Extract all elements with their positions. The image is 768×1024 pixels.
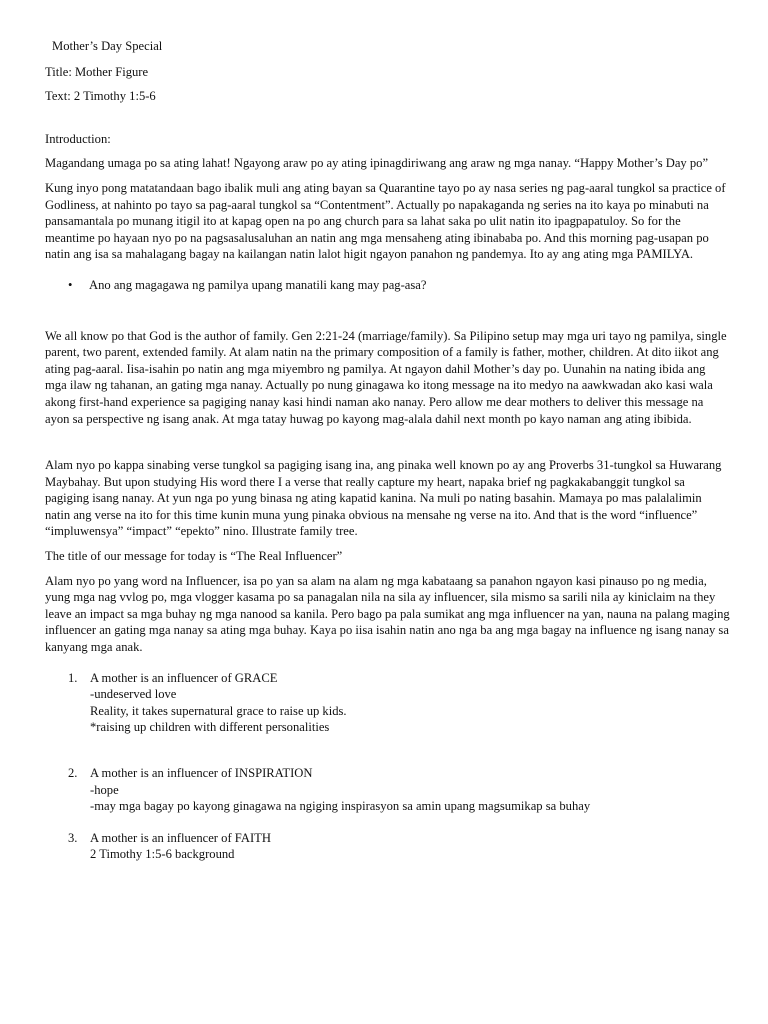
body-paragraph-influencer: Alam nyo po yang word na Influencer, isa po yan sa alam na alam ng mga kabataang sa panahon ngayon kasi pinauso po ng media, yung mga nag vvlog po, mga vlogger kasama po sa panagalan nila na sila ay influencer, sila mismo sa sarili nila ay kiniclaim na they leave an impact sa mga buhay ng mga nanood sa kanila. Pero bago pa pala sumikat ang mga influencer na yan, nauna na palang maging influencer an gating mga nanay sa ating mga buhay. Kaya po iisa isahin natin ano nga ba ang mga bagay na influence ng isang nanay sa kanyang mga anak. (45, 573, 730, 655)
point-line: -undeserved love (90, 687, 177, 702)
bullet-text: Ano ang magagawa ng pamilya upang manatili kang may pag-asa? (89, 277, 427, 292)
document-content (45, 38, 730, 892)
point-line: -hope (90, 782, 119, 797)
point-item-faith (45, 830, 730, 863)
point-number: 1. (68, 670, 78, 685)
introduction-label: Introduction: (45, 131, 111, 146)
bullet-item (45, 277, 730, 294)
point-line: 2 Timothy 1:5-6 background (90, 847, 235, 862)
point-item-inspiration (45, 765, 730, 815)
point-line: -may mga bagay po kayong ginagawa na ngiging inspirasyon sa amin upang magsumikap sa buhay (90, 799, 591, 814)
message-title-paragraph: The title of our message for today is “The Real Influencer” (45, 549, 343, 564)
intro-paragraph-2: Kung inyo pong matatandaan bago ibalik muli ang ating bayan sa Quarantine tayo po ay nasa series ng pag-aaral tungkol sa practice of Godliness, at nahinto po tayo sa pag-aaral tungkol sa “Contentment”. Actually po napakaganda ng series na ito kaya po minabuti na pansamantala po munang itigil ito at kapag open na po ang church para sa lahat saka po ulit natin ito ipagpapatuloy. So for the meantime po hayaan nyo po na pagsasalusaluhan an natin ang mga mensaheng ating ibinababa po. And this morning pag-usapan po natin ang isa sa mahalagang bagay na kailangan natin lalot higit ngayon panahon ng pandemya. Ito ay ang ating mga PAMILYA. (45, 180, 726, 262)
occasion-heading: Mother’s Day Special (52, 39, 163, 53)
point-title: A mother is an influencer of FAITH (90, 830, 271, 845)
scripture-text: Text: 2 Timothy 1:5-6 (45, 89, 156, 104)
spacer (45, 113, 730, 131)
points-list (45, 670, 730, 863)
point-title: A mother is an influencer of INSPIRATION (90, 766, 313, 780)
point-line: *raising up children with different personalities (90, 720, 330, 735)
sermon-title: Title: Mother Figure (45, 64, 149, 79)
intro-paragraph-1: Magandang umaga po sa ating lahat! Ngayong araw po ay ating ipinagdiriwang ang araw ng mga nanay. “Happy Mother’s Day po” (45, 156, 709, 171)
body-paragraph-verse: Alam nyo po kappa sinabing verse tungkol sa pagiging isang ina, ang pinaka well known po ay ang Proverbs 31-tungkol sa Huwarang Maybahay. But upon studying His word there I a verse that really capture my heart, napaka brief ng pagkakabanggit tungkol sa pagiging isang nanay. At yun nga po yung binasa ng ating kapatid kanina. Na muli po nating basahin. Mamaya po mas palalalimin natin ang verse na ito for this time kunin muna yung pinaka obvious na mensahe ng verse na ito. And that is the word “influence” “impluwensya” “impact” “epekto” nino. Illustrate family tree. (45, 458, 722, 539)
point-item-grace (45, 670, 730, 736)
point-number: 3. (68, 830, 78, 845)
bullet-dot: • (68, 277, 73, 292)
point-line: Reality, it takes supernatural grace to raise up kids. (90, 703, 347, 718)
body-paragraph-family: We all know po that God is the author of family. Gen 2:21-24 (marriage/family). Sa Pilipino setup may mga uri tayo ng pamilya, single parent, two parent, extended family. At alam natin na the primary composition of a family is father, mother, children. At dito iikot ang ating pag-aaral. Iisa-isahin po natin ang mga miyembro ng pamilya. At ngayon dahil Mother’s day po. Uunahin na nating ibida ang mga ilaw ng tahanan, an gating mga nanay. Actually po nung ginagawa ko itong message na ito medyo na aawkwadan ako kasi wala akong first-hand experience sa pagiging nanay kasi hindi naman ako nanay. Pero allow me dear mothers to deliver this message na ayon sa perspective ng isang anak. At mga tatay huwag po kayong mag-alala dahil next month po kayo naman ang ating ibibida. (45, 328, 727, 426)
point-number: 2. (68, 766, 78, 780)
point-title: A mother is an influencer of GRACE (90, 670, 278, 685)
spacer (45, 294, 730, 316)
